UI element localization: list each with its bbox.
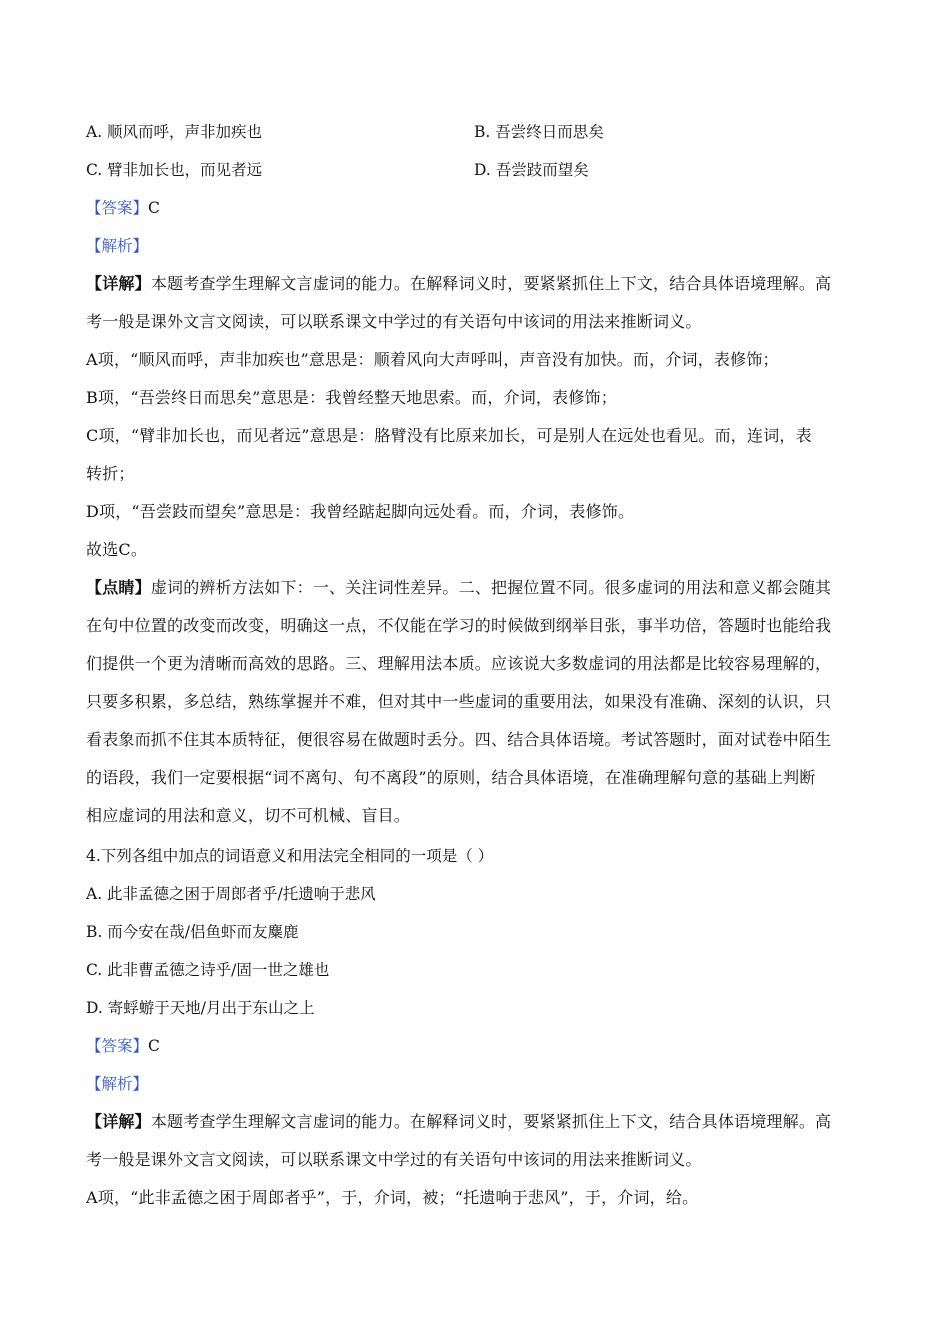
q3-option-d: D. 吾尝跂而望矣 — [474, 161, 589, 179]
q3-tip-line4: 只要多积累，多总结，熟练掌握并不难，但对其中一些虚词的重要用法，如果没有准确、深刻的认识，只 — [86, 692, 832, 711]
q4-option-d: D. 寄蜉蝣于天地/月出于东山之上 — [86, 999, 315, 1017]
q4-option-c: C. 此非曹孟德之诗乎/固一世之雄也 — [86, 961, 330, 979]
detail-text: 本题考查学生理解文言虚词的能力。在解释词义时，要紧紧抓住上下文，结合具体语境理解。高 — [150, 1112, 832, 1131]
q4-question: 4.下列各组中加点的词语意义和用法完全相同的一项是（ ） — [86, 847, 494, 865]
q4-detail-line2: 考一般是课外文言文阅读，可以联系课文中学过的有关语句中该词的用法来推断词义。 — [86, 1150, 702, 1169]
q3-item-d: D项，“吾尝跂而望矣”意思是：我曾经踮起脚向远处看。而，介词，表修饰。 — [86, 502, 635, 521]
q3-option-b: B. 吾尝终日而思矣 — [474, 123, 604, 141]
q3-answer — [86, 198, 866, 218]
q3-tip-line5: 看表象而抓不住其本质特征，便很容易在做题时丢分。四、结合具体语境。考试答题时，面对试卷中陌生 — [86, 730, 832, 749]
q4-analysis-tag: 【解析】 — [86, 1075, 149, 1093]
detail-tag: 【详解】 — [86, 274, 151, 293]
q3-tip-line3: 们提供一个更为清晰而高效的思路。三、理解用法本质。应该说大多数虚词的用法都是比较容易理解的， — [86, 654, 832, 673]
answer-value: C — [148, 1037, 160, 1055]
answer-value: C — [148, 199, 160, 217]
tip-text: 虚词的辨析方法如下：一、关注词性差异。二、把握位置不同。很多虚词的用法和意义都会随其 — [150, 578, 832, 597]
q4-detail-line1 — [86, 1112, 866, 1132]
q4-answer — [86, 1036, 866, 1056]
q3-tip-line2: 在句中位置的改变而改变，明确这一点，不仅能在学习的时候做到纲举目张，事半功倍，答题时也能给我 — [86, 616, 832, 635]
q3-detail-line1 — [86, 274, 866, 294]
q3-tip-line7: 相应虚词的用法和意义，切不可机械、盲目。 — [86, 806, 411, 825]
q3-item-c-line2: 转折； — [86, 464, 135, 483]
q3-tip-line1 — [86, 578, 866, 598]
q3-conclusion: 故选C。 — [86, 540, 148, 559]
q4-option-b: B. 而今安在哉/侣鱼虾而友麋鹿 — [86, 923, 299, 941]
q3-tip-line6: 的语段，我们一定要根据“词不离句、句不离段”的原则，结合具体语境，在准确理解句意的基础上判断 — [86, 768, 816, 787]
q4-item-a: A项，“此非孟德之困于周郎者乎”，于，介词，被；“托遗响于悲风”，于，介词，给。 — [86, 1188, 699, 1207]
detail-text: 本题考查学生理解文言虚词的能力。在解释词义时，要紧紧抓住上下文，结合具体语境理解。高 — [150, 274, 832, 293]
q3-item-b: B项，“吾尝终日而思矣”意思是：我曾经整天地思索。而，介词，表修饰； — [86, 388, 617, 407]
q4-option-a: A. 此非孟德之困于周郎者乎/托遗响于悲风 — [86, 885, 376, 903]
q3-option-a: A. 顺风而呼，声非加疾也 — [86, 123, 263, 141]
q3-item-a: A项，“顺风而呼，声非加疾也”意思是：顺着风向大声呼叫，声音没有加快。而，介词，表修饰； — [86, 350, 779, 369]
detail-tag: 【详解】 — [86, 1112, 151, 1131]
q3-analysis-tag: 【解析】 — [86, 237, 149, 255]
q3-option-c: C. 臂非加长也，而见者远 — [86, 161, 263, 179]
answer-tag: 【答案】 — [86, 199, 149, 217]
q3-detail-line2: 考一般是课外文言文阅读，可以联系课文中学过的有关语句中该词的用法来推断词义。 — [86, 312, 702, 331]
answer-tag: 【答案】 — [86, 1037, 149, 1055]
q3-item-c-line1: C项，“臂非加长也，而见者远”意思是：胳臂没有比原来加长，可是别人在远处也看见。而，连词，表 — [86, 426, 812, 445]
tip-tag: 【点睛】 — [86, 578, 151, 597]
